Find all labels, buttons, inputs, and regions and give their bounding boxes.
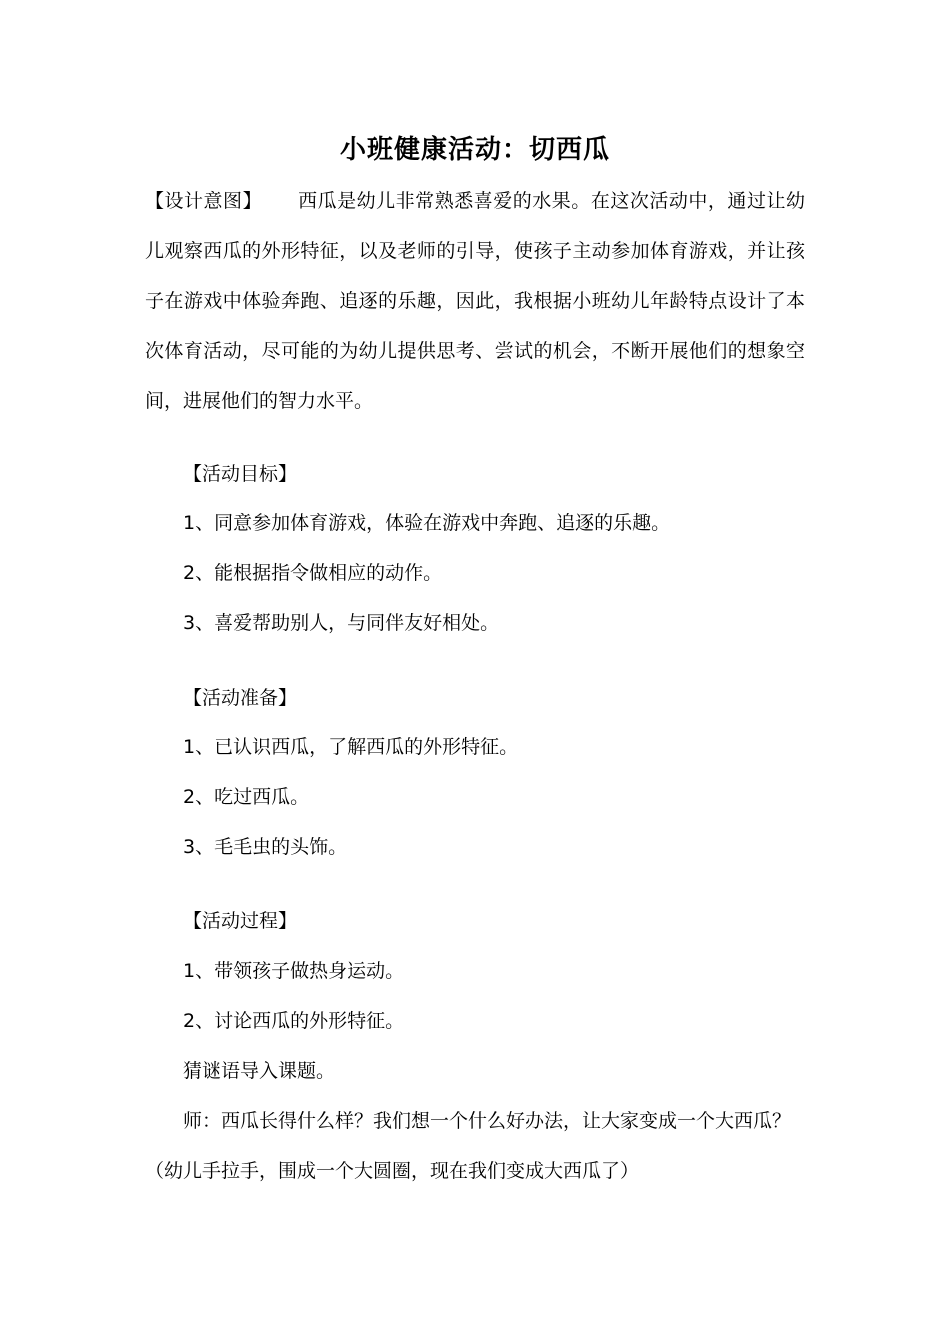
prep-item-1: 1、已认识西瓜，了解西瓜的外形特征。 <box>183 736 519 758</box>
teacher-paragraph: 师：西瓜长得什么样？我们想一个什么好办法，让大家变成一个大西瓜？（幼儿手拉手，围成一个大圆圈，现在我们变成大西瓜了） <box>145 1110 792 1182</box>
document-title: 小班健康活动：切西瓜 <box>339 135 610 165</box>
process-heading: 【活动过程】 <box>183 910 298 932</box>
process-item-2: 2、讨论西瓜的外形特征。 <box>183 1010 405 1032</box>
design-intent-text: 西瓜是幼儿非常熟悉喜爱的水果。在这次活动中，通过让幼儿观察西瓜的外形特征，以及老师的引导，使孩子主动参加体育游戏，并让孩子在游戏中体验奔跑、追逐的乐趣，因此，我根据小班幼儿年龄特点设计了本次体育活动，尽可能的为幼儿提供思考、尝试的机会，不断开展他们的想象空间，进展他们的智力水平。 <box>145 190 805 412</box>
goals-heading: 【活动目标】 <box>183 463 298 485</box>
design-intent-label: 【设计意图】 <box>145 190 263 212</box>
prep-item-2: 2、吃过西瓜。 <box>183 786 310 808</box>
process-item-1: 1、带领孩子做热身运动。 <box>183 960 405 982</box>
goal-item-3: 3、喜爱帮助别人，与同伴友好相处。 <box>183 612 500 634</box>
process-item-3: 猜谜语导入课题。 <box>183 1060 336 1082</box>
prep-heading: 【活动准备】 <box>183 687 298 709</box>
design-intent-paragraph <box>145 176 805 426</box>
prep-item-3: 3、毛毛虫的头饰。 <box>183 836 348 858</box>
goal-item-1: 1、同意参加体育游戏，体验在游戏中奔跑、追逐的乐趣。 <box>183 512 671 534</box>
goal-item-2: 2、能根据指令做相应的动作。 <box>183 562 443 584</box>
